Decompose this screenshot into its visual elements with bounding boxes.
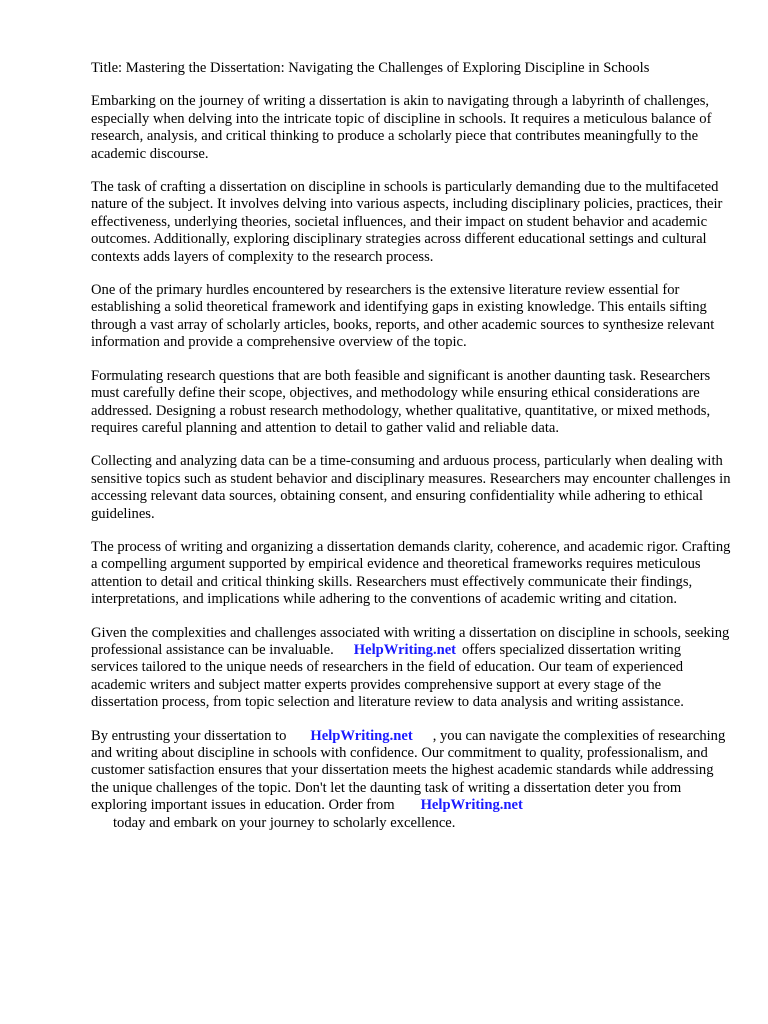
paragraph-promo-services [91, 625, 731, 712]
document-title: Title: Mastering the Dissertation: Navigating the Challenges of Exploring Discipline in Schools [91, 60, 650, 76]
paragraph-research-questions: Formulating research questions that are both feasible and significant is another daunting task. Researchers must carefully define their scope, objectives, and methodology while ensuring ethical considerations are addressed. Designing a robust research methodology, whether qualitative, quantitative, or mixed methods, requires careful planning and attention to detail to gather valid and reliable data. [91, 367, 711, 436]
paragraph-task: The task of crafting a dissertation on discipline in schools is particularly demanding due to the multifaceted nature of the subject. It involves delving into various aspects, including disciplinary policies, practices, their effectiveness, underlying theories, societal influences, and their impact on student behavior and academic outcomes. Additionally, exploring disciplinary strategies across different educational settings and cultural contexts adds layers of complexity to the research process. [91, 179, 723, 265]
promo-1-before: Given the complexities and challenges associated with writing a dissertation on discipline in schools, seeking professional assistance can be invaluable. [91, 624, 730, 658]
paragraph-data-collection: Collecting and analyzing data can be a time-consuming and arduous process, particularly when dealing with sensitive topics such as student behavior and disciplinary measures. Researchers may encounter challenges in accessing relevant data sources, obtaining consent, and ensuring confidentiality while adhering to ethical guidelines. [91, 453, 731, 522]
helpwriting-link[interactable]: HelpWriting.net [420, 797, 523, 814]
paragraph-literature-review: One of the primary hurdles encountered by researchers is the extensive literature review essential for establishing a solid theoretical framework and identifying gaps in existing knowledge. This entails sifting through a vast array of scholarly articles, books, reports, and other academic sources to synthesize relevant information and provide a comprehensive overview of the topic. [91, 282, 715, 351]
promo-2-middle: , you can navigate the complexities of researching and writing about discipline in schools with confidence. Our commitment to quality, professionalism, and customer satisfaction ensures that your dissertation meets the highest academic standards while addressing the unique challenges of the topic. Don't let the daunting task of writing a dissertation deter you from exploring important issues in education. Order from [91, 727, 726, 814]
paragraph-promo-order [91, 728, 731, 832]
promo-2-before: By entrusting your dissertation to [91, 727, 287, 744]
promo-2-after: today and embark on your journey to scholarly excellence. [113, 814, 456, 831]
document-page [91, 60, 731, 848]
helpwriting-link[interactable]: HelpWriting.net [310, 727, 413, 744]
promo-1-after: offers specialized dissertation writing services tailored to the unique needs of researchers in the field of education. Our team of experienced academic writers and subject matter experts provides comprehensive support at every stage of the dissertation process, from topic selection and literature review to data analysis and writing assistance. [91, 641, 684, 711]
helpwriting-link[interactable]: HelpWriting.net [353, 641, 457, 658]
paragraph-writing-process: The process of writing and organizing a dissertation demands clarity, coherence, and academic rigor. Crafting a compelling argument supported by empirical evidence and theoretical frameworks requires meticulous attention to detail and critical thinking skills. Researchers must effectively communicate their findings, interpretations, and implications while adhering to the conventions of academic writing and citation. [91, 538, 731, 608]
paragraph-intro: Embarking on the journey of writing a dissertation is akin to navigating through a labyrinth of challenges, especially when delving into the intricate topic of discipline in schools. It requires a meticulous balance of research, analysis, and critical thinking to produce a scholarly piece that contributes meaningfully to the academic discourse. [91, 93, 712, 162]
